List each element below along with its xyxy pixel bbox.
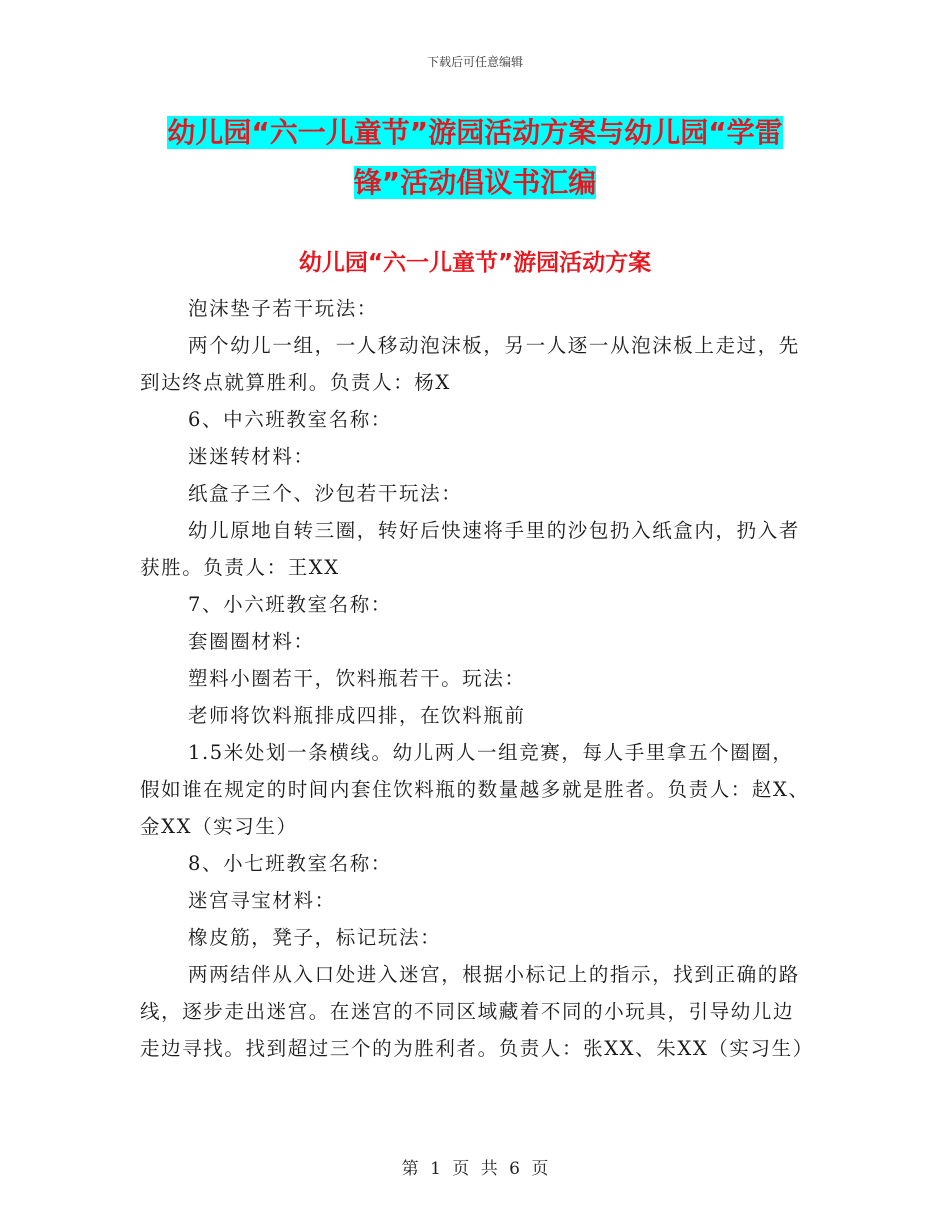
paragraph: 两两结伴从入口处进入迷宫，根据小标记上的指示，找到正确的路线，逐步走出迷宫。在迷宫的不同区域藏着不同的小玩具，引导幼儿边走边寻找。找到超过三个的为胜利者。负责人：张XX、朱XX（实习生） <box>140 963 814 1060</box>
body-text <box>140 290 814 1067</box>
paragraph: 泡沫垫子若干玩法： <box>188 297 378 320</box>
paragraph: 迷宫寻宝材料： <box>188 889 336 912</box>
section-title: 幼儿园“六一儿童节”游园活动方案 <box>298 250 652 276</box>
document-title <box>140 108 810 208</box>
paragraph: 塑料小圈若干，饮料瓶若干。玩法： <box>188 667 526 690</box>
page-footer: 第 1 页 共 6 页 <box>401 1159 549 1179</box>
header-note: 下载后可任意编辑 <box>426 55 523 69</box>
paragraph: 6、中六班教室名称： <box>188 408 392 431</box>
paragraph: 老师将饮料瓶排成四排，在饮料瓶前 <box>188 704 526 727</box>
paragraph: 套圈圈材料： <box>188 630 315 653</box>
document-title-line-1: 幼儿园“六一儿童节”游园活动方案与幼儿园“学雷 <box>167 116 783 149</box>
paragraph: 两个幼儿一组，一人移动泡沫板，另一人逐一从泡沫板上走过，先到达终点就算胜利。负责人：杨X <box>140 334 800 394</box>
paragraph: 1.5米处划一条横线。幼儿两人一组竞赛，每人手里拿五个圈圈，假如谁在规定的时间内套住饮料瓶的数量越多就是胜者。负责人：赵X、金XX（实习生） <box>140 741 810 838</box>
paragraph: 幼儿原地自转三圈，转好后快速将手里的沙包扔入纸盒内，扔入者获胜。负责人：王XX <box>140 519 800 579</box>
paragraph: 迷迷转材料： <box>188 445 315 468</box>
paragraph: 橡皮筋，凳子，标记玩法： <box>188 926 442 949</box>
paragraph: 纸盒子三个、沙包若干玩法： <box>188 482 463 505</box>
document-title-line-2: 锋”活动倡议书汇编 <box>353 166 597 199</box>
paragraph: 7、小六班教室名称： <box>188 593 392 616</box>
paragraph: 8、小七班教室名称： <box>188 852 392 875</box>
